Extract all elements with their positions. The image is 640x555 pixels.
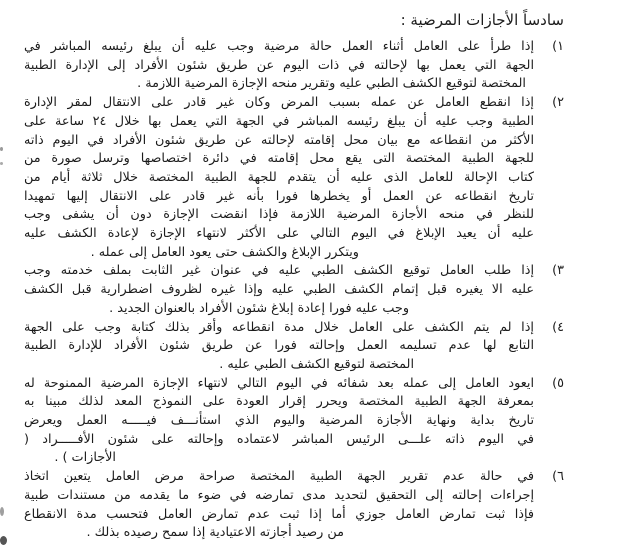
text-line: المختصة لتوقيع الكشف الطبي عليه .: [219, 356, 414, 372]
item-number: ٥): [552, 375, 564, 391]
text-line: كتاب الإحالة للعامل الذى عليه أن يتقدم للجهة الطبية المختصة خلال ثلاثة أيام من: [24, 169, 534, 185]
list-item-5: [24, 375, 564, 469]
text-line: الأجازات ) .: [54, 450, 116, 466]
text-line: ويتكرر الإبلاغ والكشف حتى يعود العامل إلى عمله .: [90, 244, 359, 260]
item-number: ٤): [552, 319, 564, 335]
text-line: وجب عليه فورا إعادة إبلاغ شئون الأفراد بالعنوان الجديد .: [109, 300, 409, 316]
list-item-2: [24, 94, 564, 262]
text-line: للجهة الطبية المختصة التى يقع محل إقامته في دائرة اختصاصها وترسل صورة من: [24, 151, 534, 167]
text-line: إذا انقطع العامل عن عمله بسبب المرض وكان غير قادر على الانتقال لمقر الإدارة: [24, 95, 534, 111]
item-number: ٦): [552, 469, 564, 485]
page-title: سادساً الأجازات المرضية :: [400, 11, 564, 29]
scan-artifact: [0, 507, 4, 516]
scan-artifact: [0, 536, 7, 545]
text-line: في اليوم ذاته علـــى الرئيس المباشر لاعتماده وإحالته على شئون الأفـــــراد (: [24, 431, 534, 447]
text-line: فإذا ثبت تمارض العامل جوزي أما إذا ثبت عدم تمارض العامل فتحسب مدة الانقطاع: [24, 506, 534, 522]
list-item-3: [24, 262, 564, 318]
item-body: [24, 375, 534, 469]
scan-artifact: [0, 162, 3, 165]
text-line: إذا طرأ على العامل أثناء العمل حالة مرضية وجب عليه أن يبلغ رئيسه المباشر في: [24, 39, 534, 54]
item-number: ٣): [552, 263, 564, 279]
text-line: تاريخ انقطاعه عن العمل أو يخطرها فورا بأنه غير قادر على الانتقال إليها تمهيدا: [24, 188, 534, 204]
item-number: ١): [552, 39, 564, 54]
text-line: إذا طلب العامل توقيع الكشف الطبي عليه في عنوان غير الثابت بملف خدمته وجب: [24, 263, 534, 279]
scan-artifact: [0, 147, 3, 151]
text-line: التابع لها عدم تسليمه العمل وإحالته فورا عن طريق شئون الأفراد للإدارة الطبية: [24, 338, 534, 354]
text-line: تاريخ بداية ونهاية الأجازة المرضية واليوم الذي استأنـــف فيـــــه العمل ويعرض: [24, 413, 534, 429]
text-line: إجراءات إحالته إلى التحقيق لتحديد مدى تمارضه في ضوء ما يقدمه من مستندات طبية: [24, 487, 534, 503]
item-body: [24, 319, 534, 375]
list-item-1: [24, 38, 564, 94]
text-line: من رصيد أجازته الاعتيادية إذا سمح رصيده بذلك .: [86, 525, 344, 541]
item-body: [24, 262, 534, 318]
list-item-6: [24, 468, 564, 543]
text-line: عليه أن يعيد الإبلاغ في اليوم التالي على الأكثر لانتهاء الإجازة لإعادة الكشف عليه: [24, 226, 534, 242]
text-line: إذا لم يتم الكشف على العامل خلال مدة انقطاعه وأقر بذلك كتابة وجب على الجهة: [24, 319, 534, 335]
text-line: في حالة عدم تقرير الجهة الطبية المختصة صراحة مرض العامل يتعين اتخاذ: [24, 469, 534, 485]
text-line: الجهة التي يعمل بها لإحالته في ذات اليوم عن طريق شئون الأفراد إلى الإدارة الطبية: [24, 57, 534, 73]
item-body: [24, 468, 534, 543]
text-line: المختصة لتوقيع الكشف الطبي عليه وتقرير منحه الإجازة المرضية اللازمة .: [137, 76, 526, 92]
text-line: للنظر في منحه الأجازة المرضية اللازمة فإذا انقضت الإجازة دون أن يشفى وجب: [24, 207, 534, 223]
text-line: بمعرفة الجهة الطبية المختصة ويحرر إقرار العودة على النموذج المعد لذلك مبينا به: [24, 394, 534, 410]
text-line: عليه الا يغيره قبل إتمام الكشف الطبي عليه وإذا غيره لظروف اضطرارية قبل الكشف: [24, 282, 534, 298]
text-line: ايعود العامل إلى عمله بعد شفائه في اليوم التالي لانتهاء الإجازة المرضية الممنوحة له: [24, 375, 534, 391]
text-line: الطبية وجب عليه أن يبلغ رئيسه المباشر في الجهة التي يعمل بها خلال ٢٤ ساعة على: [24, 113, 535, 129]
text-line: الأكثر من انقطاعه مع بيان محل إقامته لإحالته عن طريق شئون الأفراد في اليوم ذاته: [24, 132, 534, 148]
item-body: [24, 94, 534, 262]
clause-list: [0, 32, 640, 543]
item-number: ٢): [552, 95, 564, 111]
item-body: [24, 38, 534, 94]
list-item-4: [24, 319, 564, 375]
